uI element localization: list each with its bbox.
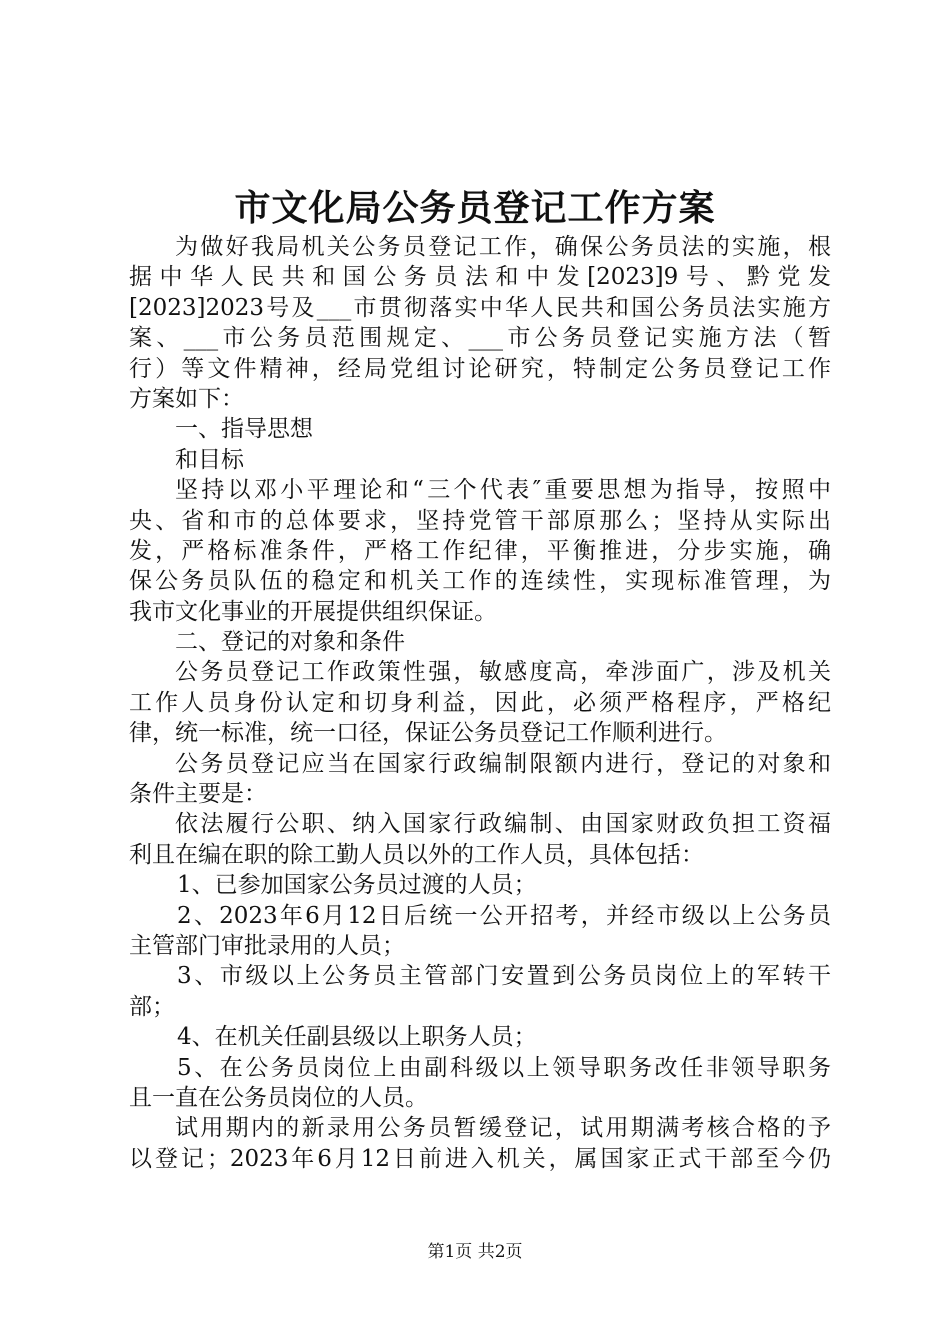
body-line: 案、___市公务员范围规定、___市公务员登记实施方法（暂 — [129, 325, 831, 352]
body-line: 发，严格标准条件，严格工作纪律，平衡推进，分步实施，确 — [129, 537, 831, 564]
body-line: 工作人员身份认定和切身利益，因此，必须严格程序，严格纪 — [129, 689, 831, 716]
list-item: 1、已参加国家公务员过渡的人员； — [177, 872, 537, 899]
body-line: 依法履行公职、纳入国家行政编制、由国家财政负担工资福 — [175, 811, 831, 838]
body-line: 央、省和市的总体要求，坚持党管干部原那么；坚持从实际出 — [129, 507, 831, 534]
document-title: 市文化局公务员登记工作方案 — [234, 187, 716, 229]
body-line: 且一直在公务员岗位的人员。 — [129, 1084, 428, 1111]
body-line: 坚持以邓小平理论和“三个代表″重要思想为指导，按照中 — [175, 477, 831, 504]
body-line: 试用期内的新录用公务员暂缓登记，试用期满考核合格的予 — [175, 1115, 831, 1142]
body-line: 行）等文件精神，经局党组讨论研究，特制定公务员登记工作 — [129, 355, 831, 382]
body-line: 主管部门审批录用的人员； — [129, 932, 405, 959]
body-line: 部； — [129, 993, 175, 1020]
body-line: [2023]2023号及___市贯彻落实中华人民共和国公务员法实施方 — [129, 294, 831, 321]
body-line: 我市文化事业的开展提供组织保证。 — [129, 598, 497, 625]
body-line: 公务员登记工作政策性强，敏感度高，牵涉面广，涉及机关 — [175, 659, 831, 686]
body-line: 利且在编在职的除工勤人员以外的工作人员，具体包括： — [129, 841, 704, 868]
section-heading: 和目标 — [175, 446, 244, 473]
section-heading: 一、指导思想 — [175, 416, 313, 443]
body-line: 为做好我局机关公务员登记工作，确保公务员法的实施，根 — [175, 234, 831, 260]
page-footer: 第1页 共2页 — [427, 1242, 523, 1262]
section-heading: 二、登记的对象和条件 — [175, 629, 405, 656]
document-body — [129, 232, 831, 1174]
list-item: 4、在机关任副县级以上职务人员； — [177, 1024, 537, 1051]
body-line: 保公务员队伍的稳定和机关工作的连续性，实现标准管理，为 — [129, 568, 831, 595]
body-line: 条件主要是： — [129, 781, 267, 808]
body-line: 以登记；2023年6月12日前进入机关，属国家正式干部至今仍 — [129, 1145, 831, 1172]
list-item: 3、市级以上公务员主管部门安置到公务员岗位上的军转干 — [177, 963, 831, 990]
body-line: 据中华人民共和国公务员法和中发[2023]9号、黔党发 — [129, 264, 831, 291]
list-item: 2、2023年6月12日后统一公开招考，并经市级以上公务员 — [177, 902, 831, 929]
body-line: 律，统一标准，统一口径，保证公务员登记工作顺利进行。 — [129, 720, 727, 747]
body-line: 方案如下： — [129, 385, 244, 412]
list-item: 5、在公务员岗位上由副科级以上领导职务改任非领导职务 — [177, 1054, 831, 1081]
body-line: 公务员登记应当在国家行政编制限额内进行，登记的对象和 — [175, 750, 831, 777]
